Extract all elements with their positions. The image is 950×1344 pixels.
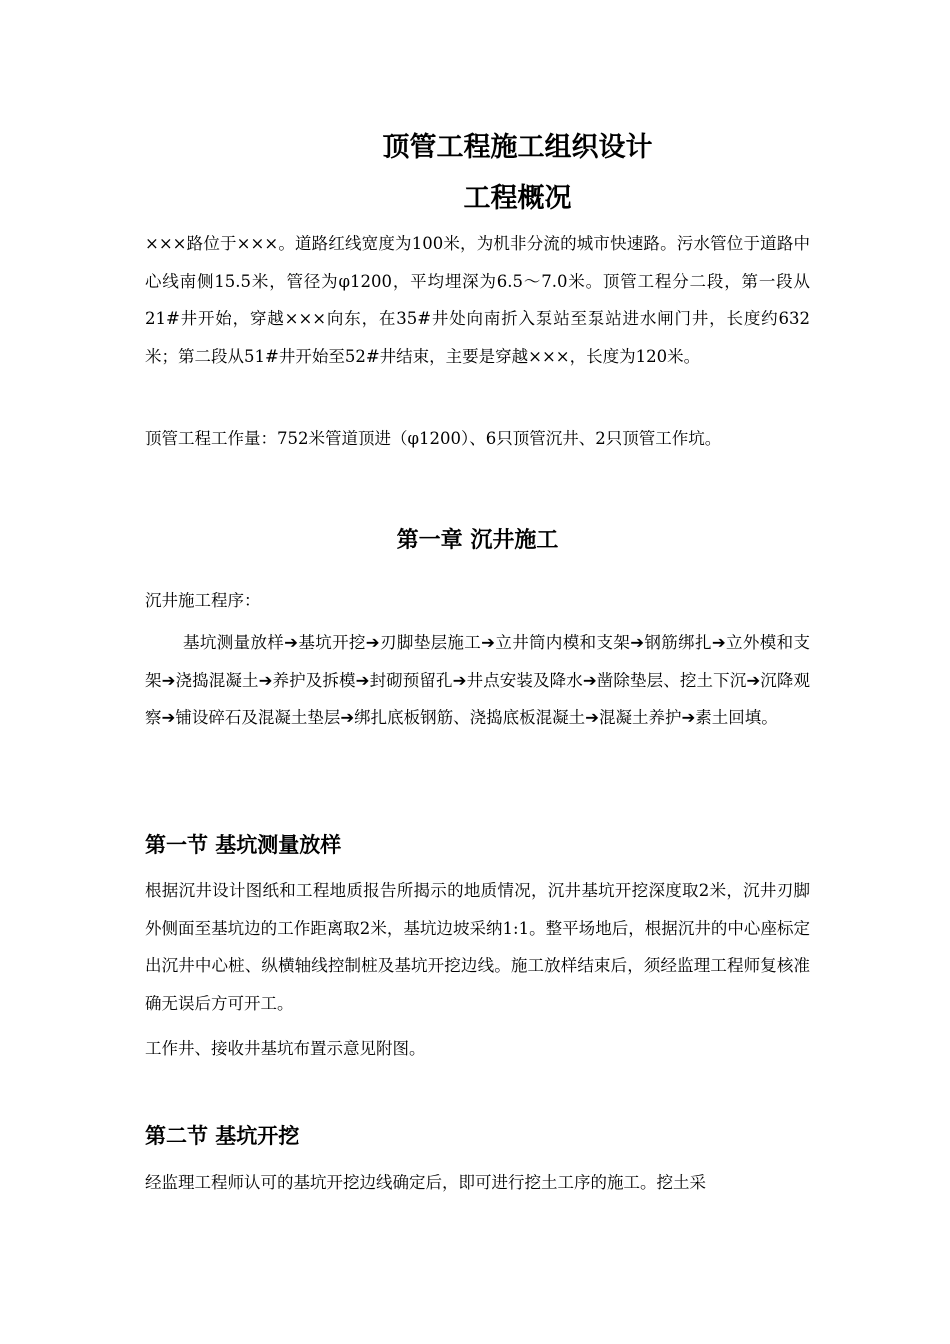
- procedure-intro: 沉井施工程序：: [145, 591, 261, 610]
- overview-paragraph: ×××路位于×××。道路红线宽度为100米，为机非分流的城市快速路。污水管位于道路中心线南侧15.5米，管径为φ1200，平均埋深为6.5～7.0米。顶管工程分二段，第一段从21#井开始，穿越×××向东，在35#井处向南折入泵站至泵站进水闸门井，长度约632米；第二段从51#井开始至52#井结束，主要是穿越×××，长度为120米。: [145, 234, 810, 366]
- section-heading-excavation: 第二节 基坑开挖: [145, 1124, 300, 1148]
- overview-heading: 工程概况: [463, 183, 572, 214]
- chapter-heading: 第一章 沉井施工: [396, 528, 559, 553]
- excavation-paragraph: 经监理工程师认可的基坑开挖边线确定后，即可进行挖土工序的施工。挖土采: [145, 1173, 706, 1192]
- workload-paragraph: 顶管工程工作量：752米管道顶进（φ1200）、6只顶管沉井、2只顶管工作坑。: [145, 429, 722, 448]
- document-title: 顶管工程施工组织设计: [382, 132, 653, 163]
- survey-paragraph: 根据沉井设计图纸和工程地质报告所揭示的地质情况，沉井基坑开挖深度取2米，沉井刃脚外侧面至基坑边的工作距离取2米，基坑边坡采纳1:1。整平场地后，根据沉井的中心座标定出沉井中心桩、纵横轴线控制桩及基坑开挖边线。施工放样结束后，须经监理工程师复核准确无误后方可开工。: [145, 881, 810, 1013]
- procedure-steps: 基坑测量放样➔基坑开挖➔刃脚垫层施工➔立井筒内模和支架➔钢筋绑扎➔立外模和支架➔浇捣混凝土➔养护及拆模➔封砌预留孔➔井点安装及降水➔凿除垫层、挖土下沉➔沉降观察➔铺设碎石及混凝土垫层➔绑扎底板钢筋、浇捣底板混凝土➔混凝土养护➔素土回填。: [145, 633, 810, 727]
- layout-note: 工作井、接收井基坑布置示意见附图。: [145, 1039, 426, 1058]
- section-heading-survey: 第一节 基坑测量放样: [145, 833, 342, 857]
